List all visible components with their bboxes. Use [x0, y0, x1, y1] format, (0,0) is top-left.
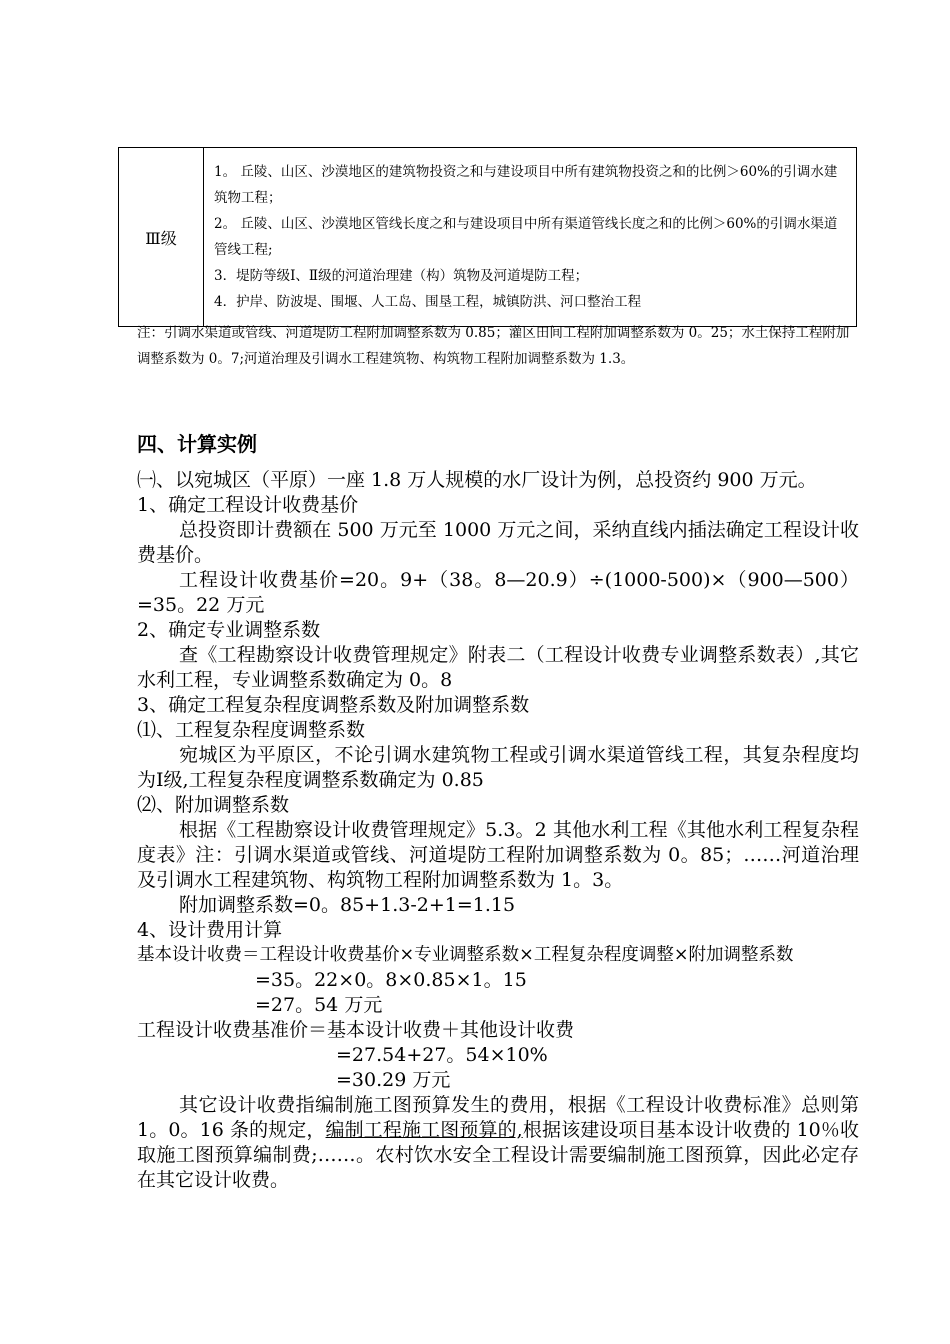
example-intro: ㈠、以宛城区（平原）一座 1.8 万人规模的水厂设计为例，总投资约 900 万元。 [137, 469, 817, 491]
paragraph: 宛城区为平原区，不论引调水建筑物工程或引调水渠道管线工程，其复杂程度均为Ⅰ级,工程复杂程度调整系数确定为 0.85 [137, 744, 859, 791]
sub-heading: ⑵、附加调整系数 [137, 794, 290, 816]
grade-criteria-cell [204, 148, 857, 327]
step-heading: 2、确定专业调整系数 [137, 619, 321, 641]
paragraph [137, 1093, 859, 1193]
sub-heading: ⑴、工程复杂程度调整系数 [137, 719, 366, 741]
paragraph-text: 根据该建设项目基本设计收费的 10％收取施工图预算编制费;……。农村饮水安全工程设计需要编制施工图预算，因此必定存在其它设计收费。 [137, 1119, 860, 1191]
formula-line: =35。22×0。8×0.85×1。15 [255, 969, 527, 991]
formula-line: =27.54+27。54×10% [336, 1044, 548, 1066]
criteria-item: 3．堤防等级Ⅰ、Ⅱ级的河道治理建（构）筑物及河道堤防工程； [214, 268, 589, 284]
formula-line: 工程设计收费基价=20。9+（38。8—20.9）÷(1000-500)×（900—500）=35。22 万元 [137, 569, 859, 616]
step-heading: 3、确定工程复杂程度调整系数及附加调整系数 [137, 694, 530, 716]
paragraph: 根据《工程勘察设计收费管理规定》5.3。2 其他水利工程《其他水利工程复杂程度表》注：引调水渠道或管线、河道堤防工程附加调整系数为 0。85；……河道治理及引调水工程建筑物、构筑物工程附加调整系数为 1。3。 [137, 819, 859, 891]
table-note: 注：引调水渠道或管线、河道堤防工程附加调整系数为 0.85；灌区田间工程附加调整系数为 0。25；水土保持工程附加调整系数为 0。7;河道治理及引调水工程建筑物、构筑物工程附加调整系数为 1.3。 [137, 325, 850, 367]
formula-line: 附加调整系数=0。85+1.3-2+1=1.15 [179, 894, 516, 916]
paragraph: 总投资即计费额在 500 万元至 1000 万元之间，采纳直线内插法确定工程设计收费基价。 [137, 519, 859, 566]
table-row [119, 148, 857, 327]
formula-line: =30.29 万元 [336, 1069, 451, 1091]
formula-line: 基本设计收费＝工程设计收费基价×专业调整系数×工程复杂程度调整×附加调整系数 [137, 945, 794, 965]
section-body [137, 468, 859, 1193]
criteria-item: 1。 丘陵、山区、沙漠地区的建筑物投资之和与建设项目中所有建筑物投资之和的比例＞60%的引调水建筑物工程； [214, 164, 838, 206]
criteria-item: 4．护岸、防波堤、围堰、人工岛、围垦工程，城镇防洪、河口整治工程 [214, 294, 642, 310]
step-heading: 4、设计费用计算 [137, 919, 283, 941]
grade-level-cell: Ⅲ级 [119, 148, 204, 327]
complexity-grade-table [118, 147, 857, 327]
step-heading: 1、确定工程设计收费基价 [137, 494, 359, 516]
section-title: 四、计算实例 [137, 432, 257, 456]
formula-line: 工程设计收费基准价＝基本设计收费＋其他设计收费 [137, 1019, 575, 1041]
underlined-text: 编制工程施工图预算的, [325, 1119, 523, 1141]
formula-line: =27。54 万元 [255, 994, 383, 1016]
paragraph: 查《工程勘察设计收费管理规定》附表二（工程设计收费专业调整系数表）,其它水利工程，专业调整系数确定为 0。8 [137, 644, 859, 691]
paragraph-text: 其它设计收费指编制施工图预算发生的费用，根据《工程设计收费标准》总则第 1。0。16 条的规定， [137, 1094, 859, 1141]
criteria-item: 2。 丘陵、山区、沙漠地区管线长度之和与建设项目中所有渠道管线长度之和的比例＞60%的引调水渠道管线工程; [214, 216, 838, 258]
